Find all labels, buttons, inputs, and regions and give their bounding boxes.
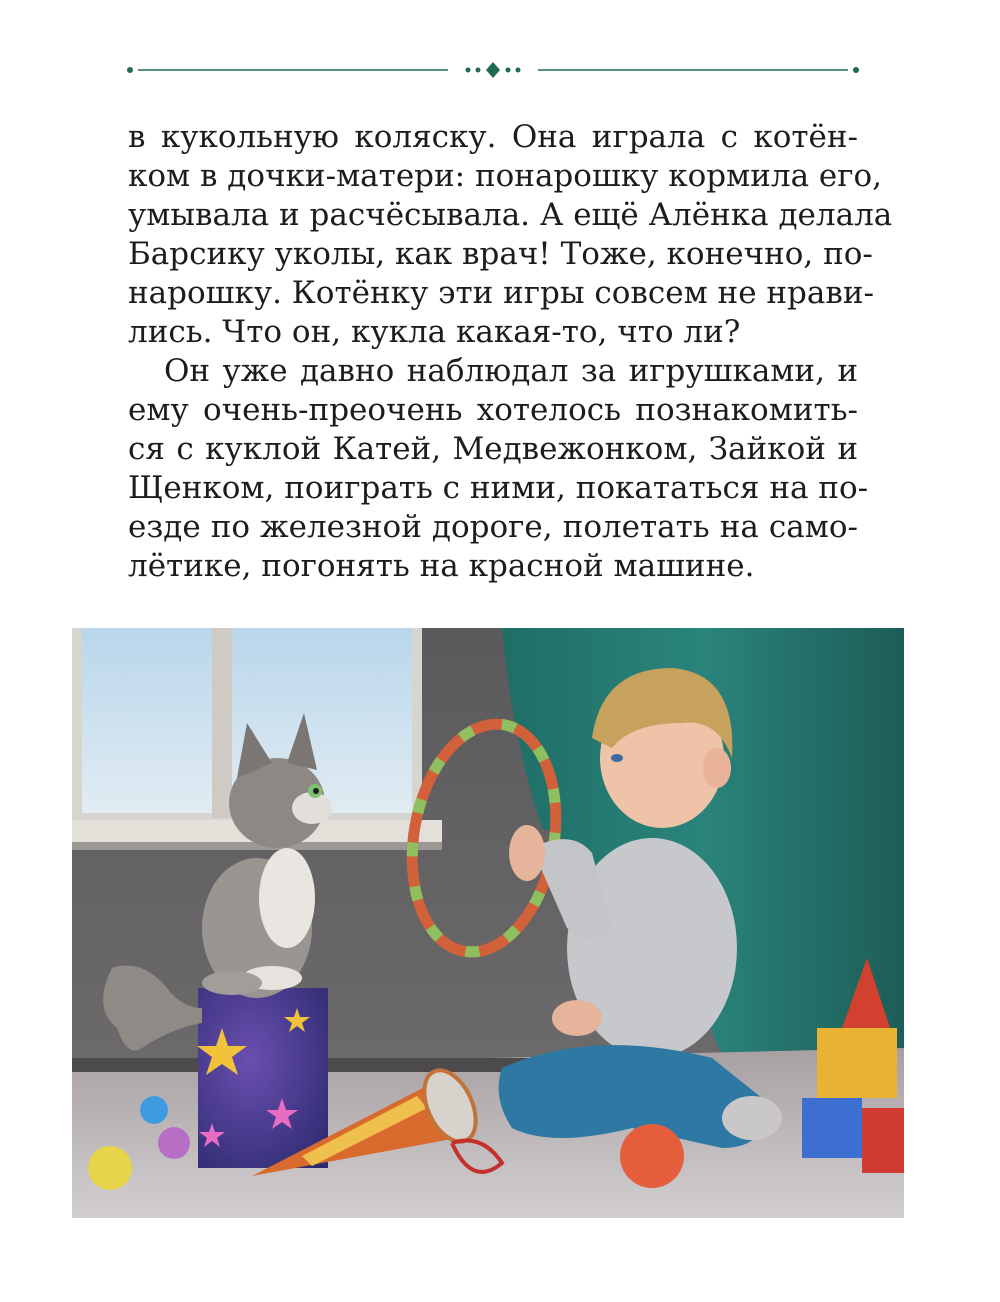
text-line: Он уже давно наблюдал за игрушками, и [164,353,858,389]
paragraph-1 [128,118,893,352]
text-line: нарошку. Котёнку эти игры совсем не нрави- [128,275,874,311]
kitten-and-boy-illustration [72,628,904,1218]
text-line: Щенком, поиграть с ними, покататься на по- [128,470,869,506]
text-line: ком в дочки-матери: понарошку кормила его, [128,158,883,194]
paragraph-2 [128,352,869,586]
text-line: ему очень-преочень хотелось познакомить- [128,392,858,428]
text-line: в кукольную коляску. Она играла с котён- [128,119,858,155]
text-line: умывала и расчёсывала. А ещё Алёнка делала [128,197,893,233]
text-line: лётике, погонять на красной машине. [128,548,755,584]
story-text [128,118,893,586]
text-line: лись. Что он, кукла какая-то, что ли? [128,314,741,350]
header-ornament [126,60,860,80]
text-line: ся с куклой Катей, Медвежонком, Зайкой и [128,431,858,467]
text-line: Барсику уколы, как врач! Тоже, конечно, по- [128,236,873,272]
text-line: езде по железной дороге, полетать на само- [128,509,858,545]
